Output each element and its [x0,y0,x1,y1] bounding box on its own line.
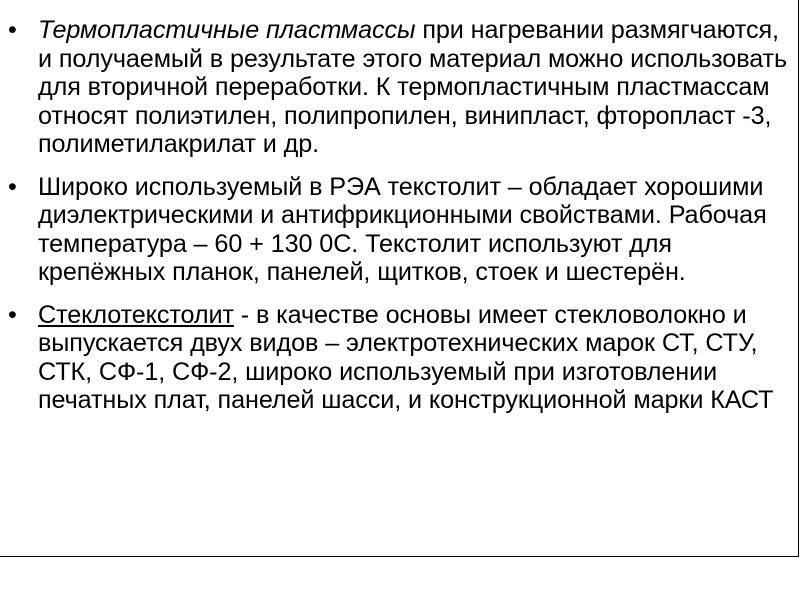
bullet-text-textolite: Широко используемый в РЭА текстолит – обладает хорошими диэлектрическими и антифрикционными свойствами. Рабочая температура – 60 + 130 0С. Текстолит используют для крепёжных планок, панелей, щитков, стоек и шестерён. [38,172,767,286]
bullet-item-thermoplastics [8,16,790,159]
bullet-item-fiberglass [8,301,790,415]
bullet-term-thermoplastics: Термопластичные пластмассы [38,16,416,44]
bullet-icon: • [8,300,17,329]
bullet-item-textolite [8,173,790,287]
bullet-term-fiberglass: Стеклотекстолит [38,300,234,329]
bullet-icon: • [8,16,17,44]
bullet-text-thermoplastics: при нагревании размягчаются, и получаемый в результате этого материал можно использовать для вторичной переработки. К термопластичным пластмассам относят полиэтилен, полипропилен, винипласт, фторопласт -3, полиметилакрилат и др. [38,16,788,158]
bullet-icon: • [8,172,17,201]
bullet-text-fiberglass: - в качестве основы имеет стекловолокно и выпускается двух видов – электротехнических марок СТ, СТУ, СТК, СФ-1, СФ-2, широко используемый при изготовлении печатных плат, панелей шасси, и конструкционной марки КАСТ [38,300,774,414]
bullet-list [8,16,790,415]
